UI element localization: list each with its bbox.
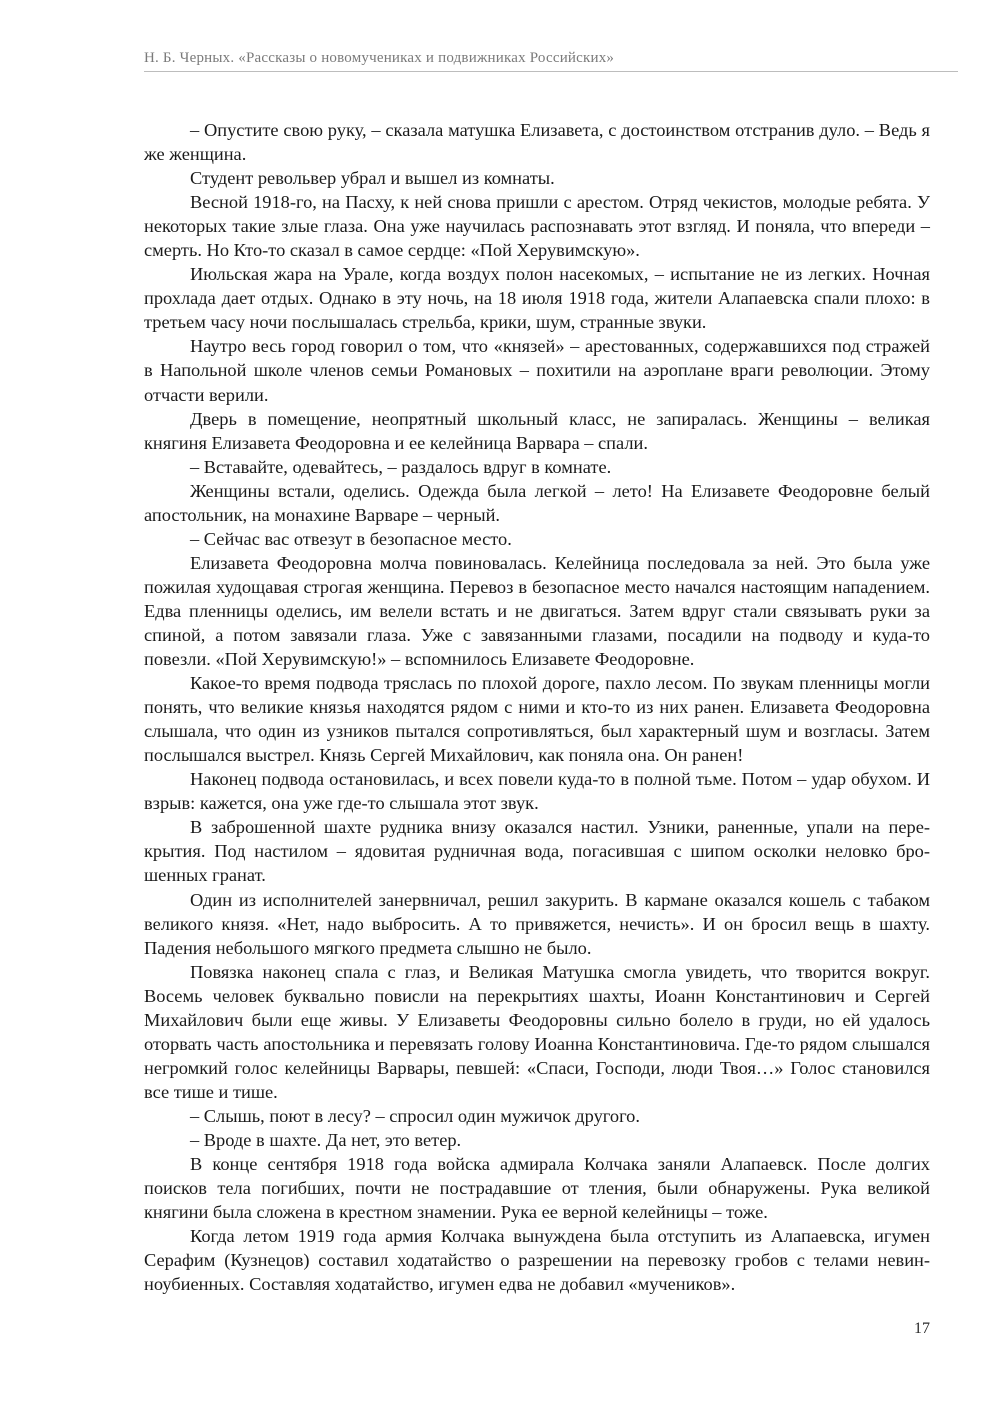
page-number: 17 — [914, 1320, 930, 1337]
paragraph: Июльская жара на Урале, когда воздух полон насекомых, – испытание не из легких. Ночная прохлада дает отдых. Однако в эту ночь, на 18 июля 1918 года, жители Алапаевска спали плохо: в третьем часу ночи послышалась стрельба, крики, шум, странные звуки. — [144, 264, 930, 333]
paragraph: В конце сентября 1918 года войска адмирала Колчака заняли Алапаевск. После долгих поисков тела погибших, почти не пострадавшие от тления, были обнаружены. Рука великой княгини была сложена в крестном знамении. Рука ее верной келейницы – тоже. — [144, 1154, 930, 1223]
paragraph: – Вставайте, одевайтесь, – раздалось вдруг в комнате. — [190, 456, 612, 477]
paragraph: Весной 1918-го, на Пасху, к ней снова пришли с арестом. Отряд чекистов, молодые ребята. У некоторых такие злые глаза. Она уже научилась распознавать этот взгляд. И поняла, что впереди – смерть. Но Кто-то сказал в самое сердце: «Пой Херувимскую». — [144, 192, 930, 261]
paragraph: Женщины встали, оделись. Одежда была легкой – лето! На Елизавете Феодоровне белый апостольник, на монахине Варваре – черный. — [144, 480, 930, 525]
paragraph: Когда летом 1919 года армия Колчака вынуждена была отступить из Алапаевска, игумен Серафим (Кузнецов) составил ходатайство о разрешении на перевозку гробов с телами невинноубиенных. Составляя ходатайство, игумен едва не добавил «мучеников». — [144, 1226, 930, 1295]
header-rule — [144, 71, 958, 72]
paragraph: – Слышь, поют в лесу? – спросил один мужичок другого. — [190, 1105, 640, 1126]
paragraph: – Сейчас вас отвезут в безопасное место. — [190, 528, 512, 549]
paragraph: Наконец подвода остановилась, и всех повели куда-то в полной тьме. Потом – удар обухом. И взрыв: кажется, она уже где-то слышала этот звук. — [144, 769, 930, 814]
paragraph: Один из исполнителей занервничал, решил закурить. В кармане оказался кошель с табаком великого князя. «Нет, надо выбросить. А то привяжется, нечисть». И он бросил вещь в шахту. Падения небольшого мягкого предмета слышно не было. — [144, 889, 930, 958]
paragraph: – Опустите свою руку, – сказала матушка Елизавета, с достоинством отстранив дуло. – Ведь я же женщина. — [144, 120, 930, 165]
paragraph: Какое-то время подвода тряслась по плохой дороге, пахло лесом. По звукам пленницы могли понять, что великие князья находятся рядом с ними и кто-то из них ранен. Елизавета Феодоровна слышала, что один из узников пытался сопротивляться, был характерный шум и возгласы. Затем послышался выстрел. Князь Сергей Михайлович, как поняла она. Он ранен! — [144, 673, 930, 766]
paragraph: Студент револьвер убрал и вышел из комнаты. — [190, 168, 555, 189]
running-header: Н. Б. Черных. «Рассказы о новомучениках и подвижниках Российских» — [144, 50, 615, 66]
paragraph: Елизавета Феодоровна молча повиновалась. Келейница последовала за ней. Это была уже пожилая худощавая строгая женщина. Перевоз в безопасное место начался настоящим нападением. Едва пленницы оделись, им велели встать и не двигаться. Затем вдруг стали связывать руки за спиной, а потом завязали глаза. Уже с завязанными глазами, посадили на подводу и куда-то повезли. «Пой Херувимскую!» – вспомнилось Елизавете Феодоровне. — [144, 552, 930, 670]
paragraph: – Вроде в шахте. Да нет, это ветер. — [190, 1129, 462, 1150]
paragraph: Дверь в помещение, неопрятный школьный класс, не запиралась. Женщины – великая княгиня Елизавета Феодоровна и ее келейница Варвара – спали. — [144, 408, 930, 453]
paragraph: Наутро весь город говорил о том, что «князей» – арестованных, содержавшихся под стражей в Напольной школе членов семьи Романовых – похитили на аэроплане враги революции. Этому отчасти верили. — [144, 336, 930, 405]
paragraph: В заброшенной шахте рудника внизу оказался настил. Узники, раненные, упали на перекрытия. Под настилом – ядовитая рудничная вода, погасившая с шипом осколки неловко брошенных гранат. — [144, 817, 930, 886]
paragraph: Повязка наконец спала с глаз, и Великая Матушка смогла увидеть, что творится вокруг. Восемь человек буквально повисли на перекрытиях шахты, Иоанн Константинович и Сергей Михайлович были еще живы. У Елизаветы Феодоровны сильно болело в груди, но ей удалось оторвать часть апостольника и перевязать голову Иоанна Константиновича. Где-то рядом слышался негромкий голос келейницы Варвары, певшей: «Спаси, Господи, люди Твоя…» Голос становился все тише и тише. — [144, 961, 930, 1102]
body-text — [144, 118, 930, 1296]
